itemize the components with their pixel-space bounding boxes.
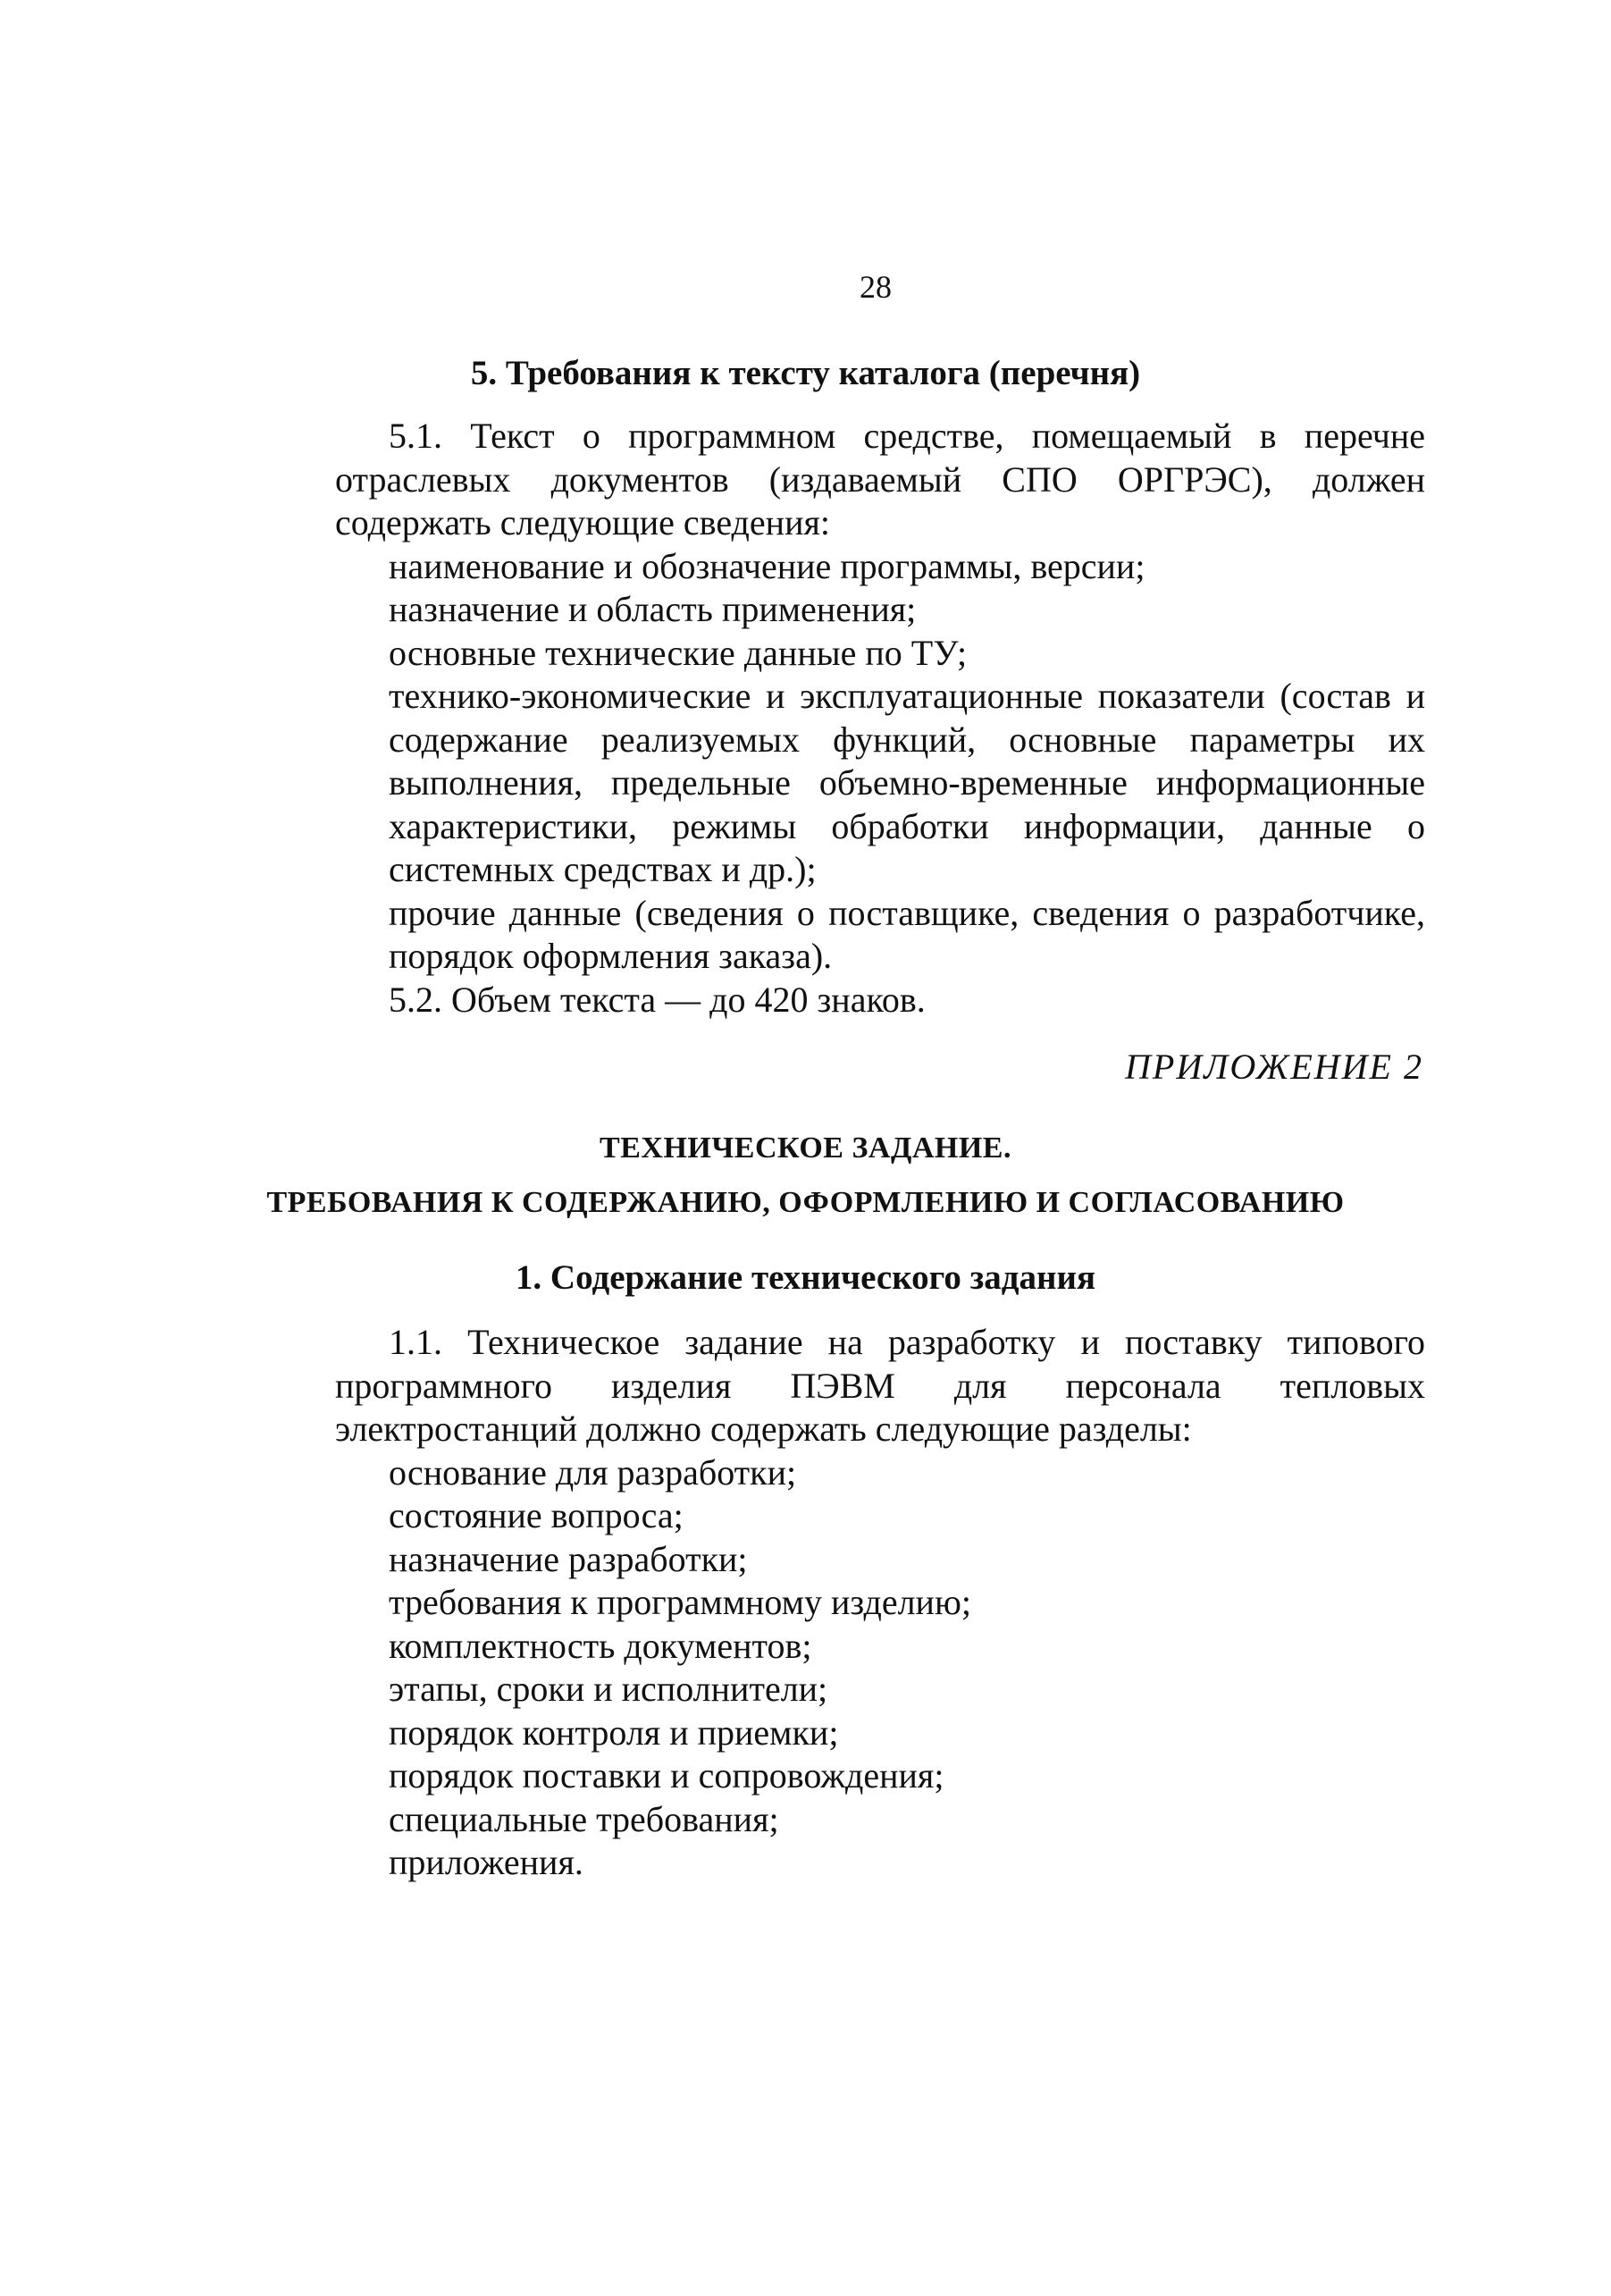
appendix-label: ПРИЛОЖЕНИЕ 2 [1125, 1047, 1423, 1087]
section-5-title: 5. Требования к тексту каталога (перечня) [470, 354, 1141, 392]
list-item: назначение и область применения; [389, 589, 917, 629]
list-item-long: технико-экономические и эксплуатационные показатели (состав и содержание реализуемых функций, основные параметры их выполнения, предельные объемно-временные информационные характеристики, режимы обработки информации, данные о системных средствах и др.); [389, 676, 1425, 889]
paragraph-5-2: 5.2. Объем текста — до 420 знаков. [389, 979, 926, 1020]
list-item: назначение разработки; [389, 1538, 748, 1579]
appendix-title-line-1: ТЕХНИЧЕСКОЕ ЗАДАНИЕ. [600, 1131, 1011, 1165]
page-number: 28 [860, 269, 892, 305]
list-item: специальные требования; [389, 1798, 779, 1839]
list-item: требования к программному изделию; [389, 1582, 971, 1622]
list-item: порядок поставки и сопровождения; [389, 1755, 944, 1796]
paragraph-1-1: 1.1. Техническое задание на разработку и поставку типового программного изделия ПЭВМ для персонала тепловых электростанций должно содержать следующие разделы: [335, 1322, 1425, 1449]
list-item: основные технические данные по ТУ; [389, 632, 968, 673]
section-1-body [335, 1321, 1425, 1885]
appendix-title-line-2: ТРЕБОВАНИЯ К СОДЕРЖАНИЮ, ОФОРМЛЕНИЮ И СОГЛАСОВАНИЮ [266, 1186, 1345, 1219]
paragraph-5-1: 5.1. Текст о программном средстве, помещаемый в перечне отраслевых документов (издаваемый СПО ОРГРЭС), должен содержать следующие сведения: [335, 416, 1425, 542]
list-item: основание для разработки; [389, 1451, 797, 1493]
list-item: этапы, сроки и исполнители; [389, 1669, 828, 1709]
list-item: комплектность документов; [389, 1625, 812, 1666]
list-item: порядок контроля и приемки; [389, 1711, 839, 1753]
section-1-title: 1. Содержание технического задания [515, 1258, 1096, 1297]
list-item-other: прочие данные (сведения о поставщике, сведения о разработчике, порядок оформления заказа). [389, 892, 1425, 976]
section-5-body [335, 415, 1425, 1022]
list-item: наименование и обозначение программы, версии; [389, 545, 1145, 586]
list-item: приложения. [389, 1842, 583, 1882]
list-item: состояние вопроса; [389, 1495, 684, 1535]
